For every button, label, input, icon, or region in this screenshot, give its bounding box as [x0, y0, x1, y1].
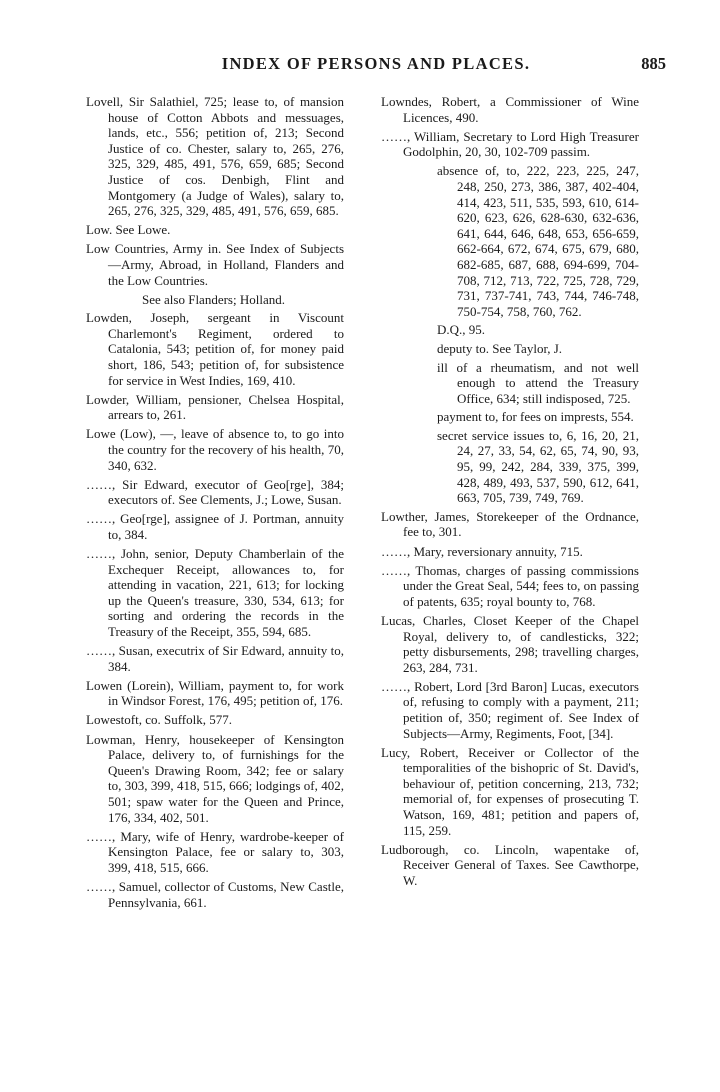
index-entry-lowe-john: ……, John, senior, Deputy Chamberlain of the Exchequer Receipt, allowances to, for attending in vacation, 221, 613; for locking up the Queen's treasure, 330, 534, 613; for sorting and ordering the records in the Treasury of the Receipt, 355, 594, 685.	[86, 546, 344, 639]
index-entry-lw-ill: ill of a rheumatism, and not well enough to attend the Treasury Office, 634; still indisposed, 725.	[437, 359, 639, 406]
index-entry-lowder: Lowder, William, pensioner, Chelsea Hospital, arrears to, 261.	[86, 391, 344, 423]
index-entry-lowman-mary: ……, Mary, wife of Henry, wardrobe-keeper of Kensington Palace, fee or salary to, 303, 399, 418, 515, 666.	[86, 828, 344, 875]
index-entry-low-countries: Low Countries, Army in. See Index of Subjects—Army, Abroad, in Holland, Flanders and the Low Countries.	[86, 241, 344, 288]
index-entry-lowther-james: Lowther, James, Storekeeper of the Ordnance, fee to, 301.	[381, 508, 639, 540]
right-index-column	[381, 94, 639, 892]
index-entry-lowe-edward: ……, Sir Edward, executor of Geo[rge], 384; executors of. See Clements, J.; Lowe, Susan.	[86, 476, 344, 508]
index-entry-lw-dq: D.Q., 95.	[437, 322, 486, 338]
index-entry-lowther-thomas: ……, Thomas, charges of passing commissions under the Great Seal, 544; fees to, on passing of patents, 635; royal bounty to, 768.	[381, 562, 639, 609]
index-entry-lw-deputy: deputy to. See Taylor, J.	[437, 340, 563, 356]
index-entry-lowe: Lowe (Low), —, leave of absence to, to go into the country for the recovery of his health, 70, 340, 632.	[86, 426, 344, 473]
index-entry-lowe-george: ……, Geo[rge], assignee of J. Portman, annuity to, 384.	[86, 511, 344, 542]
left-index-column	[86, 94, 344, 914]
index-entry-lowman-henry: Lowman, Henry, housekeeper of Kensington Palace, delivery to, of furnishings for the Queen's Drawing Room, 342; fee or salary to, 303, 399, 418, 515, 666; lodgings of, 402, 501; spaw water for the Queen and Prince, 176, 334, 402, 501.	[86, 731, 344, 825]
index-entry-lowden: Lowden, Joseph, sergeant in Viscount Charlemont's Regiment, ordered to Catalonia, 543; petition of, for money paid short, 186, 543; petition of, for subsistence for service in West Indies, 169, 410.	[86, 310, 344, 388]
index-entry-lucas-robert: ……, Robert, Lord [3rd Baron] Lucas, executors of, refusing to comply with a payment, 211; petition of, 350; regiment of. See Index of Subjects—Army, Regiments, Foot, [34].	[381, 678, 639, 741]
page-header	[86, 54, 666, 78]
running-title: INDEX OF PERSONS AND PLACES.	[221, 54, 531, 73]
index-entry-lw-absence: absence of, to, 222, 223, 225, 247, 248, 250, 273, 386, 387, 402-404, 414, 423, 511, 535, 593, 610, 614-620, 623, 626, 628-630, 632-636, 641, 644, 646, 648, 653, 656-659, 662-664, 672, 674, 675, 679, 680, 682-685, 687, 688, 694-699, 704-708, 712, 713, 722, 725, 728, 729, 731, 737-741, 743, 744, 746-748, 750-754, 758, 760, 762.	[437, 163, 639, 319]
index-entry-low-countries-see: See also Flanders; Holland.	[142, 291, 285, 307]
index-entry-lucy: Lucy, Robert, Receiver or Collector of the temporalities of the bishopric of St. David's, behaviour of, petition concerning, 213, 732; memorial of, for expenses of prosecuting T. Watson, 169, 481; petition and papers of, 115, 259.	[381, 744, 639, 838]
index-entry-lw-payment: payment to, for fees on imprests, 554.	[437, 409, 634, 425]
index-entry-lucas-charles: Lucas, Charles, Closet Keeper of the Chapel Royal, delivery to, of candlesticks, 322; petty disbursements, 298; travelling charges, 263, 284, 731.	[381, 612, 639, 675]
index-entry-lw-secret: secret service issues to, 6, 16, 20, 21, 24, 27, 33, 54, 62, 65, 74, 90, 93, 95, 99, 242, 284, 339, 375, 399, 428, 489, 493, 537, 590, 612, 641, 663, 705, 739, 749, 769.	[437, 427, 639, 506]
index-entry-lowther-mary: ……, Mary, reversionary annuity, 715.	[381, 543, 583, 559]
index-entry-lovell: Lovell, Sir Salathiel, 725; lease to, of mansion house of Cotton Abbots and messuages, lands, etc., 556; petition of, 213; Second Justice of co. Chester, salary to, 265, 276, 325, 329, 485, 491, 576, 659, 685; Second Justice of cos. Denbigh, Flint and Montgomery (a Judge of Wales), salary to, 265, 276, 325, 329, 485, 491, 576, 659, 685.	[86, 94, 344, 219]
index-entry-lowndes-william: ……, William, Secretary to Lord High Treasurer Godolphin, 20, 30, 102-709 passim.	[381, 128, 639, 160]
index-entry-lowman-samuel: ……, Samuel, collector of Customs, New Castle, Pennsylvania, 661.	[86, 878, 344, 910]
page-number: 885	[641, 54, 666, 73]
index-entry-ludborough: Ludborough, co. Lincoln, wapentake of, Receiver General of Taxes. See Cawthorpe, W.	[381, 841, 639, 888]
index-entry-lowestoft: Lowestoft, co. Suffolk, 577.	[86, 712, 232, 728]
index-entry-lowe-susan: ……, Susan, executrix of Sir Edward, annuity to, 384.	[86, 643, 344, 674]
index-entry-lowndes-robert: Lowndes, Robert, a Commissioner of Wine Licences, 490.	[381, 94, 639, 125]
index-entry-lowen: Lowen (Lorein), William, payment to, for work in Windsor Forest, 176, 495; petition of, 176.	[86, 677, 344, 709]
index-entry-low: Low. See Lowe.	[86, 222, 171, 238]
